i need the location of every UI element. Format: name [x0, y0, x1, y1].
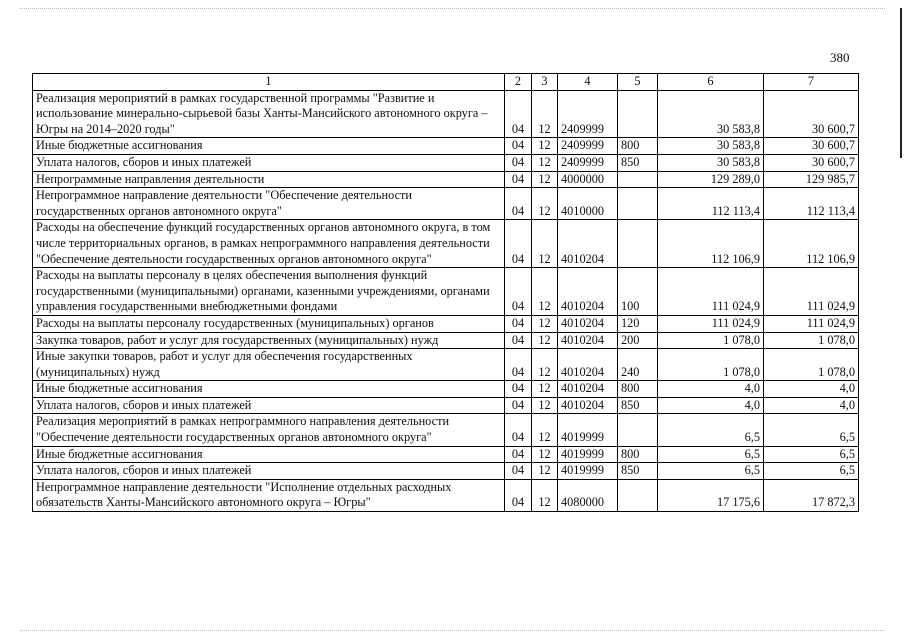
row-amount-year1-cell: 6,5: [658, 463, 764, 480]
row-amount-year2-cell: 6,5: [764, 463, 859, 480]
row-name-cell: Уплата налогов, сборов и иных платежей: [33, 397, 505, 414]
row-amount-year2-cell: 129 985,7: [764, 171, 859, 188]
row-expense-type-cell: 800: [618, 138, 658, 155]
row-amount-year2-cell: 1 078,0: [764, 332, 859, 349]
row-subsection-cell: 12: [532, 463, 558, 480]
row-target-article-cell: 4019999: [558, 463, 618, 480]
row-section-cell: 04: [505, 315, 532, 332]
row-name-cell: Иные бюджетные ассигнования: [33, 138, 505, 155]
row-amount-year1-cell: 112 113,4: [658, 188, 764, 220]
row-name-cell: Непрограммное направление деятельности "Обеспечение деятельности государственных органов автономного округа": [33, 188, 505, 220]
row-amount-year1-cell: 30 583,8: [658, 138, 764, 155]
header-cell: 1: [33, 74, 505, 91]
budget-table: [32, 73, 859, 512]
row-target-article-cell: 4010204: [558, 315, 618, 332]
row-target-article-cell: 4010204: [558, 349, 618, 381]
row-amount-year1-cell: 1 078,0: [658, 332, 764, 349]
row-target-article-cell: 4010204: [558, 332, 618, 349]
row-name-cell: Уплата налогов, сборов и иных платежей: [33, 154, 505, 171]
table-row: [33, 220, 859, 268]
row-subsection-cell: 12: [532, 90, 558, 138]
row-target-article-cell: 4019999: [558, 414, 618, 446]
row-section-cell: 04: [505, 220, 532, 268]
row-expense-type-cell: [618, 171, 658, 188]
row-subsection-cell: 12: [532, 171, 558, 188]
row-name-cell: Непрограммное направление деятельности "Исполнение отдельных расходных обязательств Ханты-Мансийского автономного округа – Югры": [33, 479, 505, 511]
row-subsection-cell: 12: [532, 381, 558, 398]
scan-edge-bottom: [20, 630, 885, 631]
table-row: [33, 381, 859, 398]
row-section-cell: 04: [505, 332, 532, 349]
table-row: [33, 171, 859, 188]
row-target-article-cell: 2409999: [558, 138, 618, 155]
header-cell: 5: [618, 74, 658, 91]
row-amount-year1-cell: 17 175,6: [658, 479, 764, 511]
row-name-cell: Закупка товаров, работ и услуг для государственных (муниципальных) нужд: [33, 332, 505, 349]
row-amount-year2-cell: 30 600,7: [764, 90, 859, 138]
row-name-cell: Расходы на выплаты персоналу государственных (муниципальных) органов: [33, 315, 505, 332]
row-expense-type-cell: 850: [618, 463, 658, 480]
row-name-cell: Непрограммные направления деятельности: [33, 171, 505, 188]
row-name-cell: Реализация мероприятий в рамках непрограммного направления деятельности "Обеспечение деятельности государственных органов автономного округа": [33, 414, 505, 446]
row-expense-type-cell: 120: [618, 315, 658, 332]
row-section-cell: 04: [505, 268, 532, 316]
row-subsection-cell: 12: [532, 154, 558, 171]
header-cell: 2: [505, 74, 532, 91]
row-amount-year1-cell: 111 024,9: [658, 268, 764, 316]
row-amount-year1-cell: 6,5: [658, 446, 764, 463]
row-name-cell: Расходы на выплаты персоналу в целях обеспечения выполнения функций государственными (муниципальными) органами, казенными учреждениями, органами управления государственными внебюджетными фондами: [33, 268, 505, 316]
row-subsection-cell: 12: [532, 138, 558, 155]
row-amount-year2-cell: 112 113,4: [764, 188, 859, 220]
row-expense-type-cell: 200: [618, 332, 658, 349]
row-amount-year1-cell: 6,5: [658, 414, 764, 446]
row-expense-type-cell: [618, 414, 658, 446]
table-row: [33, 446, 859, 463]
table-header-row: [33, 74, 859, 91]
row-expense-type-cell: [618, 220, 658, 268]
row-amount-year1-cell: 30 583,8: [658, 90, 764, 138]
table-row: [33, 397, 859, 414]
row-section-cell: 04: [505, 381, 532, 398]
table-row: [33, 479, 859, 511]
row-subsection-cell: 12: [532, 446, 558, 463]
row-name-cell: Иные бюджетные ассигнования: [33, 381, 505, 398]
row-amount-year1-cell: 129 289,0: [658, 171, 764, 188]
row-name-cell: Реализация мероприятий в рамках государственной программы "Развитие и использование минерально-сырьевой базы Ханты-Мансийского автономного округа – Югры на 2014–2020 годы": [33, 90, 505, 138]
row-amount-year2-cell: 112 106,9: [764, 220, 859, 268]
table-row: [33, 349, 859, 381]
row-name-cell: Уплата налогов, сборов и иных платежей: [33, 463, 505, 480]
row-subsection-cell: 12: [532, 349, 558, 381]
row-target-article-cell: 4010000: [558, 188, 618, 220]
row-expense-type-cell: 850: [618, 154, 658, 171]
row-section-cell: 04: [505, 90, 532, 138]
row-name-cell: Иные закупки товаров, работ и услуг для обеспечения государственных (муниципальных) нужд: [33, 349, 505, 381]
row-section-cell: 04: [505, 463, 532, 480]
table-row: [33, 332, 859, 349]
page-number: 380: [830, 50, 850, 65]
row-expense-type-cell: [618, 188, 658, 220]
row-subsection-cell: 12: [532, 397, 558, 414]
row-amount-year1-cell: 112 106,9: [658, 220, 764, 268]
row-subsection-cell: 12: [532, 414, 558, 446]
row-subsection-cell: 12: [532, 220, 558, 268]
row-subsection-cell: 12: [532, 268, 558, 316]
row-target-article-cell: 4019999: [558, 446, 618, 463]
table-row: [33, 414, 859, 446]
row-section-cell: 04: [505, 414, 532, 446]
row-amount-year2-cell: 6,5: [764, 446, 859, 463]
row-section-cell: 04: [505, 138, 532, 155]
scan-edge-right: [900, 8, 902, 158]
row-name-cell: Иные бюджетные ассигнования: [33, 446, 505, 463]
row-subsection-cell: 12: [532, 479, 558, 511]
row-target-article-cell: 2409999: [558, 154, 618, 171]
row-section-cell: 04: [505, 479, 532, 511]
row-amount-year2-cell: 111 024,9: [764, 315, 859, 332]
row-section-cell: 04: [505, 171, 532, 188]
row-subsection-cell: 12: [532, 188, 558, 220]
row-section-cell: 04: [505, 446, 532, 463]
scan-edge-top: [20, 8, 885, 9]
row-name-cell: Расходы на обеспечение функций государственных органов автономного округа, в том числе территориальных органов, в рамках непрограммного направления деятельности "Обеспечение деятельности государственных органов автономного округа": [33, 220, 505, 268]
row-amount-year2-cell: 17 872,3: [764, 479, 859, 511]
row-expense-type-cell: 850: [618, 397, 658, 414]
row-amount-year2-cell: 111 024,9: [764, 268, 859, 316]
row-amount-year2-cell: 1 078,0: [764, 349, 859, 381]
row-target-article-cell: 4010204: [558, 381, 618, 398]
row-amount-year2-cell: 4,0: [764, 397, 859, 414]
row-target-article-cell: 4010204: [558, 220, 618, 268]
row-subsection-cell: 12: [532, 332, 558, 349]
row-amount-year1-cell: 111 024,9: [658, 315, 764, 332]
row-subsection-cell: 12: [532, 315, 558, 332]
table-row: [33, 138, 859, 155]
header-cell: 7: [764, 74, 859, 91]
table-row: [33, 154, 859, 171]
row-expense-type-cell: 240: [618, 349, 658, 381]
row-amount-year2-cell: 30 600,7: [764, 138, 859, 155]
row-expense-type-cell: 800: [618, 446, 658, 463]
header-cell: 4: [558, 74, 618, 91]
row-section-cell: 04: [505, 397, 532, 414]
row-target-article-cell: 4080000: [558, 479, 618, 511]
row-section-cell: 04: [505, 154, 532, 171]
row-target-article-cell: 4000000: [558, 171, 618, 188]
row-target-article-cell: 4010204: [558, 397, 618, 414]
row-section-cell: 04: [505, 349, 532, 381]
row-expense-type-cell: 800: [618, 381, 658, 398]
header-cell: 3: [532, 74, 558, 91]
row-amount-year2-cell: 30 600,7: [764, 154, 859, 171]
table-row: [33, 90, 859, 138]
table-row: [33, 268, 859, 316]
row-amount-year1-cell: 4,0: [658, 397, 764, 414]
row-amount-year1-cell: 30 583,8: [658, 154, 764, 171]
row-amount-year1-cell: 4,0: [658, 381, 764, 398]
table-row: [33, 463, 859, 480]
row-target-article-cell: 2409999: [558, 90, 618, 138]
table-row: [33, 188, 859, 220]
row-expense-type-cell: [618, 90, 658, 138]
row-expense-type-cell: 100: [618, 268, 658, 316]
row-amount-year2-cell: 4,0: [764, 381, 859, 398]
table-row: [33, 315, 859, 332]
row-amount-year2-cell: 6,5: [764, 414, 859, 446]
row-expense-type-cell: [618, 479, 658, 511]
row-section-cell: 04: [505, 188, 532, 220]
header-cell: 6: [658, 74, 764, 91]
row-target-article-cell: 4010204: [558, 268, 618, 316]
row-amount-year1-cell: 1 078,0: [658, 349, 764, 381]
